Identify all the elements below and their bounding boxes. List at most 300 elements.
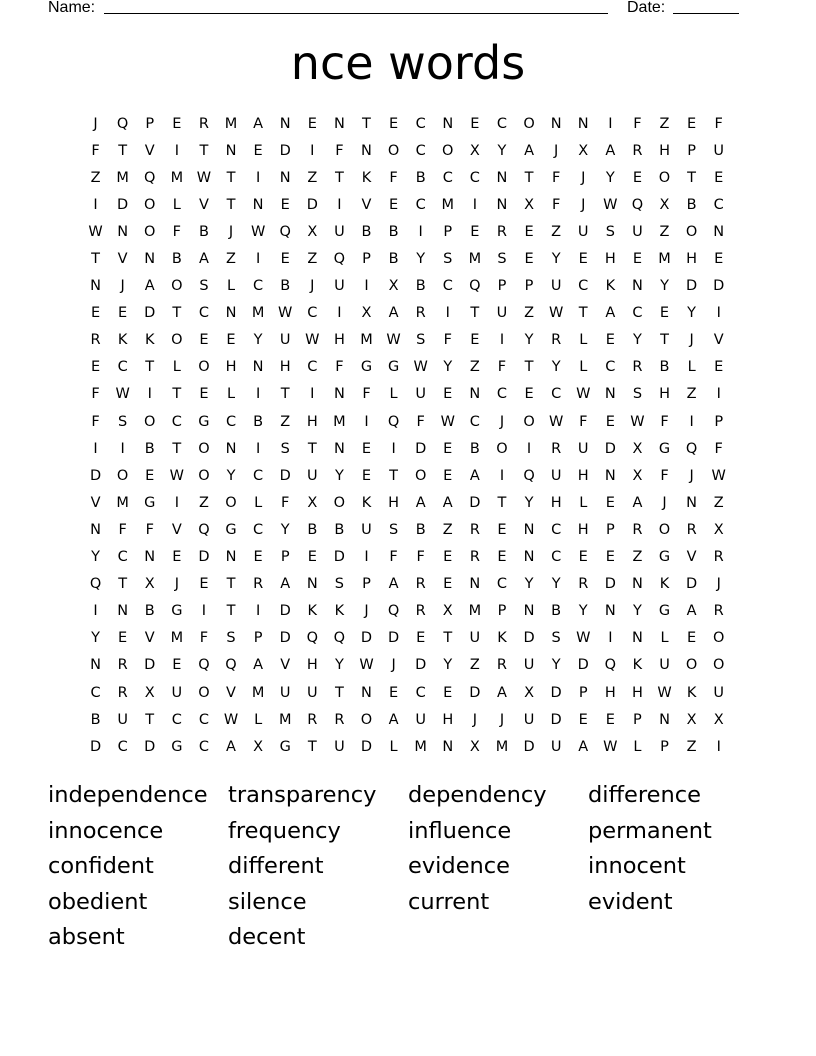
- grid-letter: B: [388, 223, 399, 240]
- grid-letter: Q: [225, 657, 237, 674]
- grid-letter: S: [497, 251, 507, 268]
- grid-letter: L: [172, 196, 181, 213]
- grid-letter: O: [442, 142, 454, 159]
- grid-letter: U: [306, 684, 318, 701]
- word-bank-item: transparency: [228, 782, 377, 808]
- grid-letter: B: [469, 440, 480, 457]
- grid-letter: F: [579, 413, 588, 430]
- grid-letter: I: [337, 196, 342, 213]
- grid-letter: D: [387, 630, 400, 647]
- grid-letter: N: [117, 223, 129, 240]
- grid-letter: G: [658, 549, 671, 566]
- grid-letter: V: [686, 549, 697, 566]
- grid-letter: E: [605, 332, 615, 349]
- grid-letter: M: [251, 305, 265, 322]
- grid-letter: I: [364, 278, 369, 295]
- grid-letter: Y: [334, 657, 344, 674]
- grid-letter: K: [144, 332, 155, 349]
- grid-letter: W: [576, 630, 591, 647]
- grid-letter: G: [171, 738, 183, 755]
- grid-letter: Q: [631, 196, 644, 213]
- grid-letter: J: [228, 223, 234, 240]
- grid-letter: B: [90, 711, 101, 728]
- grid-letter: R: [713, 549, 724, 566]
- grid-letter: D: [686, 576, 698, 593]
- grid-letter: R: [469, 549, 480, 566]
- grid-letter: V: [226, 684, 236, 701]
- grid-letter: A: [198, 251, 209, 268]
- grid-letter: Z: [713, 494, 724, 511]
- grid-letter: Y: [551, 359, 561, 376]
- grid-letter: R: [307, 711, 318, 728]
- grid-letter: T: [687, 169, 697, 186]
- grid-letter: E: [714, 169, 724, 186]
- grid-letter: C: [90, 684, 101, 701]
- grid-letter: F: [714, 115, 723, 132]
- grid-letter: C: [117, 738, 128, 755]
- grid-letter: E: [605, 711, 615, 728]
- grid-letter: E: [416, 630, 426, 647]
- grid-letter: U: [334, 223, 345, 240]
- grid-letter: D: [89, 467, 102, 484]
- grid-letter: T: [226, 169, 236, 186]
- grid-letter: A: [388, 305, 399, 322]
- grid-letter: F: [335, 359, 344, 376]
- grid-letter: Y: [416, 251, 426, 268]
- grid-letter: N: [361, 684, 372, 701]
- grid-letter: S: [334, 576, 344, 593]
- grid-letter: D: [604, 440, 616, 457]
- grid-letter: X: [632, 467, 643, 484]
- grid-letter: T: [389, 467, 398, 484]
- grid-letter: B: [415, 278, 426, 295]
- grid-letter: E: [714, 251, 724, 268]
- grid-letter: Y: [280, 521, 290, 538]
- grid-letter: T: [307, 440, 317, 457]
- grid-letter: C: [198, 305, 209, 322]
- grid-letter: Y: [551, 657, 561, 674]
- grid-letter: E: [118, 305, 128, 322]
- grid-letter: D: [144, 305, 156, 322]
- grid-letter: X: [713, 521, 724, 538]
- grid-letter: U: [334, 278, 345, 295]
- grid-letter: Q: [198, 521, 210, 538]
- grid-letter: N: [523, 521, 535, 538]
- grid-letter: R: [198, 115, 209, 132]
- grid-letter: F: [416, 549, 425, 566]
- grid-letter: I: [93, 440, 98, 457]
- grid-letter: N: [604, 386, 616, 403]
- grid-letter: I: [310, 142, 315, 159]
- grid-letter: X: [253, 738, 264, 755]
- grid-letter: R: [713, 603, 724, 620]
- grid-letter: N: [523, 603, 535, 620]
- grid-letter: B: [388, 251, 399, 268]
- grid-letter: D: [279, 142, 291, 159]
- grid-letter: E: [497, 521, 507, 538]
- grid-letter: P: [443, 223, 453, 240]
- grid-letter: V: [144, 630, 155, 647]
- grid-letter: Y: [524, 332, 534, 349]
- grid-letter: C: [496, 115, 508, 132]
- grid-letter: N: [144, 251, 156, 268]
- grid-letter: N: [117, 603, 129, 620]
- grid-letter: E: [388, 196, 399, 213]
- grid-letter: I: [255, 251, 261, 268]
- grid-letter: U: [550, 738, 562, 755]
- grid-letter: L: [254, 711, 263, 728]
- grid-letter: G: [225, 521, 237, 538]
- grid-letter: E: [605, 549, 615, 566]
- grid-letter: F: [714, 440, 723, 457]
- grid-letter: T: [443, 630, 453, 647]
- grid-letter: D: [415, 440, 427, 457]
- word-bank-item: confident: [48, 853, 154, 879]
- grid-letter: Y: [443, 359, 453, 376]
- grid-letter: X: [361, 305, 372, 322]
- grid-letter: P: [253, 630, 263, 647]
- grid-letter: W: [115, 386, 130, 403]
- grid-letter: K: [361, 494, 372, 511]
- grid-letter: Y: [443, 657, 453, 674]
- grid-letter: W: [413, 359, 428, 376]
- grid-letter: T: [524, 169, 534, 186]
- grid-letter: K: [497, 630, 507, 647]
- grid-letter: X: [659, 196, 670, 213]
- grid-letter: E: [578, 251, 588, 268]
- grid-letter: X: [686, 711, 697, 728]
- grid-letter: J: [689, 332, 694, 349]
- grid-letter: A: [415, 494, 426, 511]
- grid-letter: U: [415, 711, 426, 728]
- grid-letter: L: [226, 386, 236, 403]
- grid-letter: G: [658, 440, 671, 457]
- name-label: Name:: [48, 0, 96, 16]
- grid-letter: T: [497, 494, 507, 511]
- grid-letter: E: [361, 440, 372, 457]
- grid-letter: C: [469, 169, 480, 186]
- grid-letter: I: [93, 196, 98, 213]
- word-bank-item: innocence: [48, 817, 164, 844]
- grid-letter: O: [523, 413, 535, 430]
- grid-letter: A: [524, 142, 534, 159]
- grid-letter: E: [443, 549, 453, 566]
- grid-letter: F: [389, 169, 398, 186]
- name-blank-line[interactable]: [104, 13, 608, 14]
- grid-letter: O: [144, 413, 156, 430]
- grid-letter: R: [686, 521, 697, 538]
- grid-letter: J: [310, 278, 315, 295]
- grid-letter: D: [523, 630, 535, 647]
- grid-letter: L: [226, 278, 236, 295]
- grid-letter: O: [198, 684, 210, 701]
- grid-letter: S: [280, 440, 290, 457]
- grid-letter: I: [689, 413, 694, 430]
- grid-letter: J: [93, 115, 98, 132]
- grid-letter: R: [496, 223, 507, 240]
- grid-letter: R: [632, 521, 643, 538]
- grid-letter: R: [90, 332, 101, 349]
- grid-letter: J: [581, 169, 586, 186]
- grid-letter: O: [658, 169, 671, 186]
- grid-letter: E: [632, 169, 642, 186]
- grid-letter: I: [716, 738, 721, 755]
- grid-letter: Y: [551, 251, 561, 268]
- grid-letter: X: [388, 278, 399, 295]
- grid-letter: C: [442, 169, 453, 186]
- grid-letter: O: [225, 494, 237, 511]
- grid-letter: A: [469, 467, 480, 484]
- word-bank-item: dependency: [408, 782, 547, 808]
- grid-letter: I: [310, 386, 315, 403]
- grid-letter: P: [497, 278, 507, 295]
- grid-letter: M: [495, 738, 509, 755]
- word-bank-item: difference: [588, 782, 701, 808]
- grid-letter: R: [117, 657, 128, 674]
- grid-letter: W: [440, 413, 455, 430]
- grid-letter: L: [687, 359, 696, 376]
- grid-letter: I: [337, 305, 342, 322]
- grid-letter: C: [253, 467, 264, 484]
- grid-letter: D: [306, 196, 318, 213]
- grid-letter: I: [391, 440, 396, 457]
- grid-letter: N: [144, 549, 156, 566]
- grid-letter: J: [662, 494, 667, 511]
- grid-letter: A: [686, 603, 697, 620]
- grid-letter: Q: [89, 576, 102, 593]
- grid-letter: N: [713, 223, 725, 240]
- grid-letter: U: [523, 711, 535, 728]
- grid-letter: T: [118, 576, 128, 593]
- grid-letter: L: [579, 494, 588, 511]
- grid-letter: T: [172, 386, 182, 403]
- grid-letter: K: [686, 684, 697, 701]
- grid-letter: C: [442, 278, 453, 295]
- grid-letter: F: [91, 413, 100, 430]
- grid-letter: D: [415, 657, 427, 674]
- grid-letter: F: [118, 521, 127, 538]
- grid-letter: A: [388, 711, 399, 728]
- grid-letter: H: [659, 142, 670, 159]
- grid-letter: F: [497, 359, 507, 376]
- grid-letter: N: [631, 576, 643, 593]
- grid-letter: O: [712, 630, 725, 647]
- page-title: nce words: [290, 36, 526, 90]
- grid-letter: N: [523, 549, 535, 566]
- grid-letter: L: [254, 494, 263, 511]
- grid-letter: D: [686, 278, 698, 295]
- grid-letter: C: [307, 359, 318, 376]
- grid-letter: O: [387, 142, 400, 159]
- grid-letter: N: [686, 494, 698, 511]
- grid-letter: P: [497, 603, 507, 620]
- grid-letter: E: [307, 115, 317, 132]
- grid-letter: T: [280, 386, 290, 403]
- grid-letter: Y: [660, 278, 669, 295]
- grid-letter: N: [225, 549, 237, 566]
- word-bank-item: influence: [408, 817, 512, 844]
- grid-letter: I: [499, 467, 505, 484]
- grid-letter: G: [387, 359, 400, 376]
- grid-letter: Y: [253, 332, 263, 349]
- grid-letter: M: [224, 115, 238, 132]
- grid-letter: X: [713, 711, 724, 728]
- grid-letter: F: [199, 630, 209, 647]
- grid-letter: I: [526, 440, 532, 457]
- grid-letter: O: [144, 223, 156, 240]
- grid-letter: P: [578, 684, 588, 701]
- grid-letter: Q: [523, 467, 535, 484]
- grid-letter: H: [577, 521, 589, 538]
- grid-letter: D: [279, 467, 291, 484]
- grid-letter: E: [172, 657, 182, 674]
- grid-letter: E: [118, 630, 128, 647]
- grid-letter: P: [362, 576, 371, 593]
- date-blank-line[interactable]: [673, 13, 739, 14]
- grid-letter: W: [603, 196, 618, 213]
- grid-letter: E: [632, 251, 642, 268]
- grid-letter: N: [279, 115, 291, 132]
- grid-letter: M: [116, 494, 129, 511]
- grid-letter: F: [660, 413, 669, 430]
- grid-letter: N: [469, 386, 481, 403]
- grid-letter: P: [660, 738, 669, 755]
- grid-letter: H: [279, 359, 291, 376]
- grid-letter: W: [630, 413, 645, 430]
- grid-letter: E: [90, 305, 101, 322]
- grid-letter: Z: [198, 494, 209, 511]
- grid-letter: G: [279, 738, 291, 755]
- grid-letter: M: [441, 196, 455, 213]
- letter-grid: [82, 110, 732, 760]
- grid-letter: B: [415, 169, 426, 186]
- grid-letter: Q: [333, 630, 346, 647]
- grid-letter: O: [333, 494, 346, 511]
- grid-letter: P: [687, 142, 696, 159]
- grid-letter: F: [633, 115, 642, 132]
- grid-letter: U: [469, 630, 481, 647]
- grid-letter: R: [334, 711, 345, 728]
- grid-letter: I: [174, 494, 179, 511]
- grid-letter: Z: [280, 413, 291, 430]
- grid-letter: B: [551, 603, 562, 620]
- grid-letter: D: [550, 711, 562, 728]
- grid-letter: B: [415, 521, 426, 538]
- grid-letter: H: [686, 251, 698, 268]
- grid-letter: C: [117, 549, 128, 566]
- grid-letter: L: [579, 332, 588, 349]
- grid-letter: B: [686, 196, 697, 213]
- grid-letter: Z: [686, 738, 697, 755]
- grid-letter: Y: [226, 467, 236, 484]
- grid-letter: Y: [91, 549, 100, 566]
- grid-letter: W: [386, 332, 401, 349]
- grid-letter: E: [687, 115, 697, 132]
- grid-letter: O: [360, 711, 373, 728]
- grid-letter: E: [524, 251, 534, 268]
- grid-letter: S: [551, 630, 561, 647]
- grid-letter: N: [306, 576, 318, 593]
- grid-letter: U: [279, 332, 291, 349]
- grid-letter: C: [415, 142, 426, 159]
- grid-letter: Y: [524, 494, 534, 511]
- grid-letter: Y: [334, 467, 344, 484]
- grid-letter: R: [415, 305, 426, 322]
- grid-letter: W: [88, 223, 103, 240]
- grid-letter: W: [548, 305, 564, 322]
- grid-letter: U: [523, 657, 535, 674]
- grid-letter: M: [170, 169, 184, 186]
- grid-letter: S: [388, 521, 399, 538]
- grid-letter: F: [281, 494, 290, 511]
- grid-letter: E: [578, 549, 588, 566]
- grid-letter: O: [198, 440, 210, 457]
- grid-letter: C: [496, 386, 508, 403]
- grid-letter: D: [604, 576, 616, 593]
- grid-letter: S: [443, 251, 453, 268]
- grid-letter: M: [116, 169, 129, 186]
- grid-letter: W: [711, 467, 726, 484]
- grid-letter: S: [118, 413, 128, 430]
- grid-letter: O: [144, 196, 156, 213]
- grid-letter: O: [658, 521, 671, 538]
- grid-letter: C: [198, 738, 209, 755]
- grid-letter: O: [712, 657, 725, 674]
- grid-letter: A: [253, 657, 264, 674]
- grid-letter: A: [605, 305, 616, 322]
- word-bank-item: independence: [48, 782, 208, 808]
- grid-letter: Z: [469, 359, 480, 376]
- grid-letter: V: [117, 251, 128, 268]
- grid-letter: X: [307, 223, 318, 240]
- grid-letter: U: [550, 467, 562, 484]
- grid-letter: C: [307, 305, 318, 322]
- grid-letter: A: [253, 115, 264, 132]
- grid-letter: O: [685, 657, 698, 674]
- grid-letter: J: [499, 711, 505, 728]
- grid-letter: D: [333, 549, 345, 566]
- grid-letter: Y: [632, 603, 642, 620]
- grid-letter: I: [174, 142, 179, 159]
- grid-letter: U: [306, 467, 318, 484]
- grid-letter: C: [713, 196, 724, 213]
- grid-letter: N: [442, 738, 454, 755]
- grid-letter: X: [469, 738, 480, 755]
- grid-letter: Y: [687, 305, 697, 322]
- grid-letter: M: [468, 603, 482, 620]
- grid-letter: J: [391, 657, 396, 674]
- grid-letter: V: [198, 196, 209, 213]
- grid-letter: K: [334, 603, 345, 620]
- grid-letter: D: [279, 630, 291, 647]
- grid-letter: W: [603, 738, 618, 755]
- grid-letter: X: [524, 196, 535, 213]
- grid-letter: H: [631, 684, 643, 701]
- grid-letter: T: [660, 332, 669, 349]
- grid-letter: Z: [686, 386, 697, 403]
- grid-letter: A: [578, 738, 589, 755]
- grid-letter: F: [416, 413, 425, 430]
- grid-letter: T: [578, 305, 588, 322]
- grid-letter: E: [470, 115, 480, 132]
- grid-letter: E: [226, 332, 236, 349]
- grid-letter: O: [496, 440, 508, 457]
- grid-letter: T: [524, 359, 534, 376]
- grid-letter: W: [278, 305, 293, 322]
- grid-letter: C: [632, 305, 643, 322]
- word-bank-item: absent: [48, 924, 125, 950]
- grid-letter: J: [472, 711, 477, 728]
